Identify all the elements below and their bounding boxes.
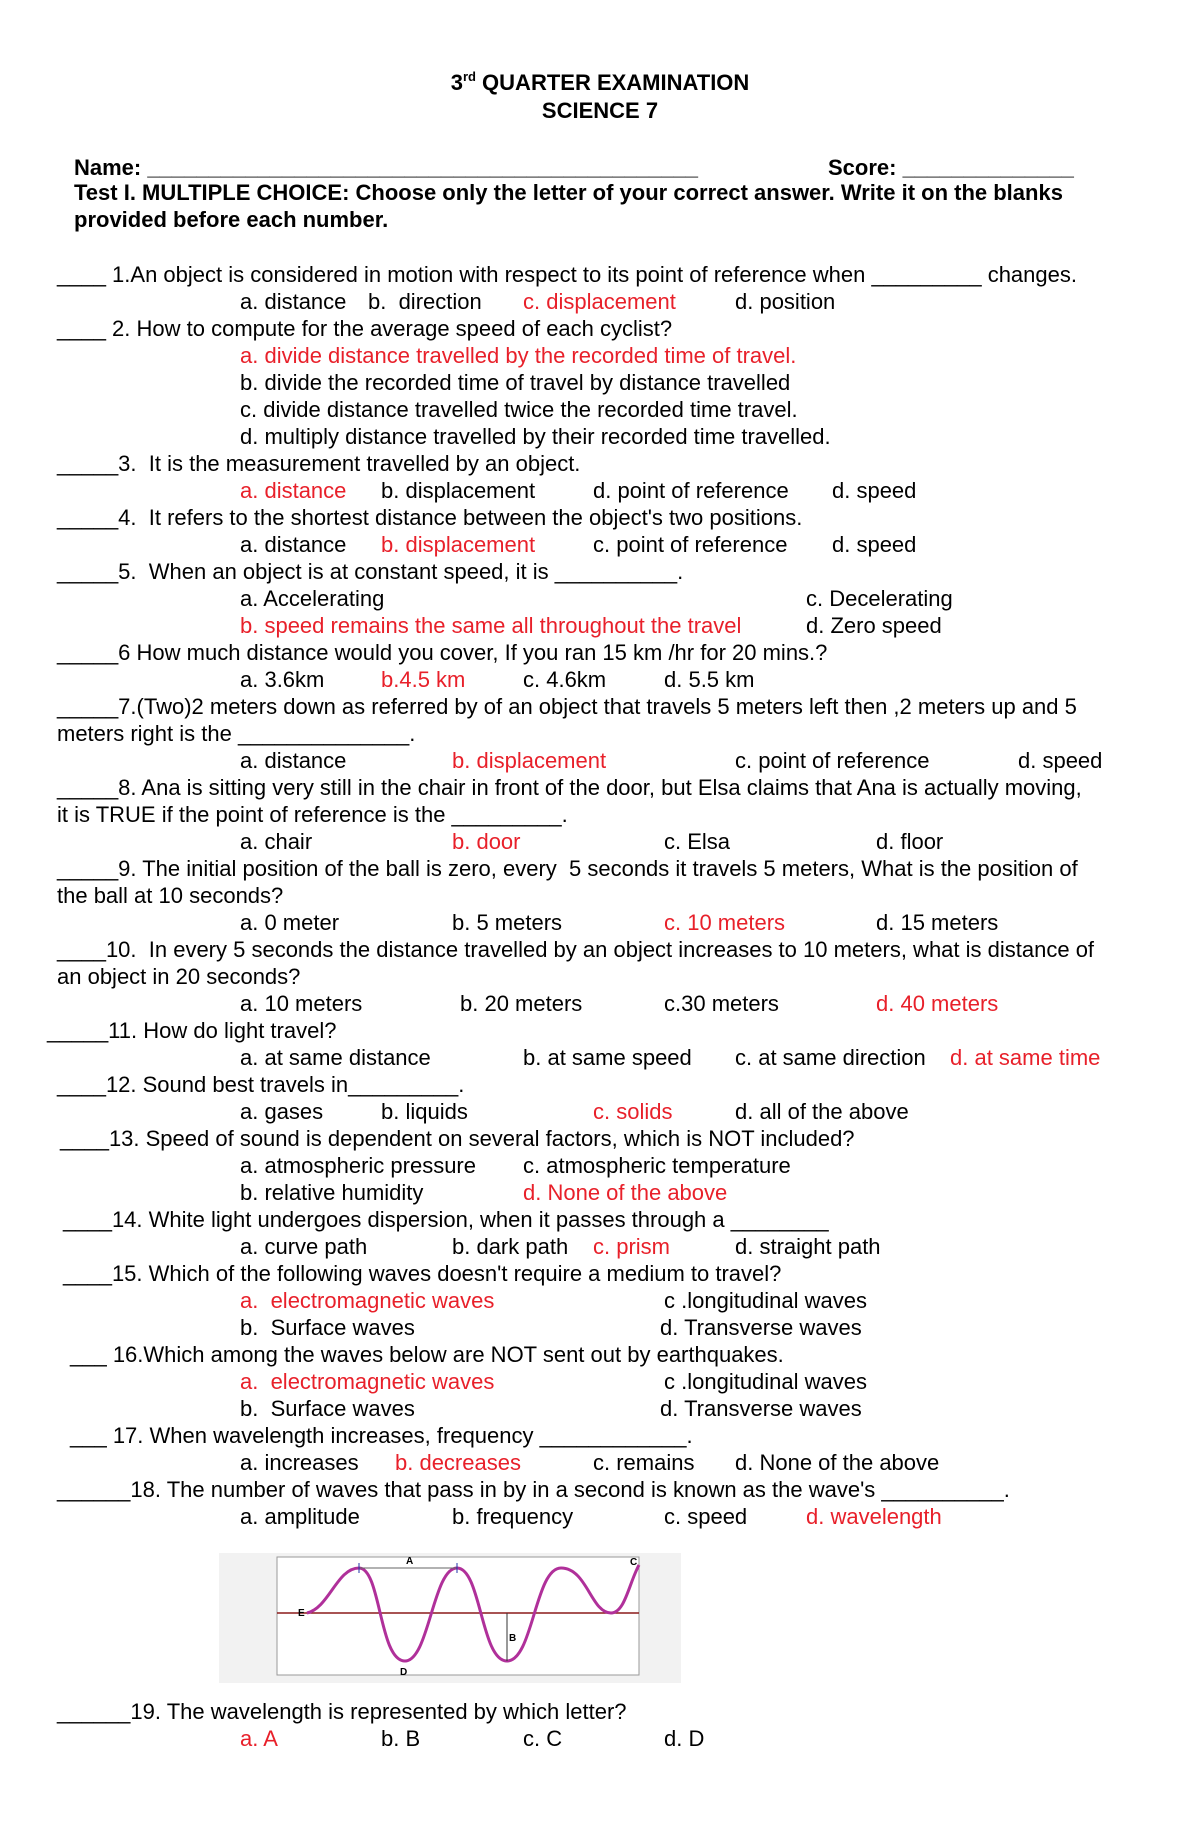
q8-choice-d: d. floor (876, 829, 944, 854)
label-b: B (509, 1633, 517, 1644)
q4-choice-a: a. distance (240, 532, 347, 557)
q15-choice-b: b. Surface waves (240, 1315, 415, 1340)
exam-title: 3rd QUARTER EXAMINATION (450, 69, 750, 95)
q12-choice-a: a. gases (240, 1099, 324, 1124)
question-9: _____9. The initial position of the ball is zero, every 5 seconds it travels 5 meters, What is the position of (57, 856, 1078, 881)
q13-choice-b: b. relative humidity (240, 1180, 424, 1205)
q6-choice-a: a. 3.6km (240, 667, 325, 692)
q2-choice-b: b. divide the recorded time of travel by distance travelled (240, 370, 791, 395)
question-18: ______18. The number of waves that pass in by in a second is known as the wave's __________. (57, 1477, 1010, 1502)
q12-choice-d: d. all of the above (735, 1099, 909, 1124)
q1-choice-b: b. direction (368, 289, 482, 314)
q19-choice-c: c. C (523, 1726, 563, 1751)
q8-choice-b: b. door (452, 829, 521, 854)
question-2: ____ 2. How to compute for the average speed of each cyclist? (57, 316, 673, 341)
q15-choice-c: c .longitudinal waves (664, 1288, 868, 1313)
q7-choice-c: c. point of reference (735, 748, 930, 773)
q6-choice-d: d. 5.5 km (664, 667, 755, 692)
subject-title: SCIENCE 7 (541, 98, 659, 123)
q3-choice-c: d. point of reference (593, 478, 789, 503)
q7-choice-d: d. speed (1018, 748, 1103, 773)
q10-choice-c: c.30 meters (664, 991, 779, 1016)
q16-choice-a: a. electromagnetic waves (240, 1369, 495, 1394)
q4-choice-d: d. speed (832, 532, 917, 557)
q11-choice-c: c. at same direction (735, 1045, 926, 1070)
q15-choice-a: a. electromagnetic waves (240, 1288, 495, 1313)
q11-choice-a: a. at same distance (240, 1045, 431, 1070)
q8-choice-c: c. Elsa (664, 829, 731, 854)
q9-choice-b: b. 5 meters (452, 910, 563, 935)
q5-choice-c: c. Decelerating (806, 586, 953, 611)
label-d: D (400, 1667, 408, 1678)
question-7-cont: meters right is the ______________. (57, 721, 416, 746)
q14-choice-a: a. curve path (240, 1234, 368, 1259)
q4-choice-b: b. displacement (381, 532, 536, 557)
q3-choice-b: b. displacement (381, 478, 536, 503)
q14-choice-b: b. dark path (452, 1234, 569, 1259)
q17-choice-b: b. decreases (395, 1450, 521, 1475)
q17-choice-a: a. increases (240, 1450, 359, 1475)
question-19: ______19. The wavelength is represented by which letter? (57, 1699, 627, 1724)
question-8-cont: it is TRUE if the point of reference is the _________. (57, 802, 568, 827)
q8-choice-a: a. chair (240, 829, 313, 854)
q19-choice-b: b. B (381, 1726, 421, 1751)
q14-choice-d: d. straight path (735, 1234, 881, 1259)
q12-choice-b: b. liquids (381, 1099, 468, 1124)
q1-choice-c: c. displacement (523, 289, 676, 314)
wave-diagram (219, 1553, 681, 1683)
q14-choice-c: c. prism (593, 1234, 670, 1259)
q12-choice-c: c. solids (593, 1099, 673, 1124)
q18-choice-b: b. frequency (452, 1504, 574, 1529)
q5-choice-b: b. speed remains the same all throughout the travel (240, 613, 742, 638)
q16-choice-c: c .longitudinal waves (664, 1369, 868, 1394)
question-10-cont: an object in 20 seconds? (57, 964, 301, 989)
question-8: _____8. Ana is sitting very still in the chair in front of the door, but Elsa claims that Ana is actually moving, (57, 775, 1082, 800)
label-c: C (630, 1557, 638, 1568)
question-12: ____12. Sound best travels in_________. (57, 1072, 465, 1097)
question-14: ____14. White light undergoes dispersion, when it passes through a ________ (63, 1207, 829, 1232)
q16-choice-b: b. Surface waves (240, 1396, 415, 1421)
q10-choice-b: b. 20 meters (460, 991, 583, 1016)
q17-choice-c: c. remains (593, 1450, 695, 1475)
question-15: ____15. Which of the following waves doesn't require a medium to travel? (63, 1261, 782, 1286)
q18-choice-a: a. amplitude (240, 1504, 360, 1529)
q10-choice-d: d. 40 meters (876, 991, 999, 1016)
label-a: A (406, 1556, 414, 1567)
score-field: Score: ______________ (828, 155, 1074, 180)
q2-choice-a: a. divide distance travelled by the recorded time of travel. (240, 343, 797, 368)
name-field: Name: _____________________________________________ (74, 155, 698, 180)
question-4: _____4. It refers to the shortest distance between the object's two positions. (57, 505, 803, 530)
q17-choice-d: d. None of the above (735, 1450, 940, 1475)
question-5: _____5. When an object is at constant speed, it is __________. (57, 559, 684, 584)
q10-choice-a: a. 10 meters (240, 991, 363, 1016)
question-13: ____13. Speed of sound is dependent on several factors, which is NOT included? (60, 1126, 855, 1151)
q5-choice-a: a. Accelerating (240, 586, 385, 611)
question-10: ____10. In every 5 seconds the distance travelled by an object increases to 10 meters, what is distance of (57, 937, 1095, 962)
q5-choice-d: d. Zero speed (806, 613, 942, 638)
q3-choice-d: d. speed (832, 478, 917, 503)
question-3: _____3. It is the measurement travelled by an object. (57, 451, 581, 476)
q19-choice-d: d. D (664, 1726, 705, 1751)
q19-choice-a: a. A (240, 1726, 278, 1751)
q1-choice-d: d. position (735, 289, 836, 314)
q16-choice-d: d. Transverse waves (660, 1396, 862, 1421)
question-17: ___ 17. When wavelength increases, frequency ____________. (70, 1423, 693, 1448)
question-16: ___ 16.Which among the waves below are NOT sent out by earthquakes. (70, 1342, 784, 1367)
q18-choice-d: d. wavelength (806, 1504, 942, 1529)
wave-frame (277, 1557, 639, 1675)
q2-choice-c: c. divide distance travelled twice the recorded time travel. (240, 397, 798, 422)
question-9-cont: the ball at 10 seconds? (57, 883, 284, 908)
q18-choice-c: c. speed (664, 1504, 748, 1529)
q3-choice-a: a. distance (240, 478, 347, 503)
q4-choice-c: c. point of reference (593, 532, 788, 557)
q15-choice-d: d. Transverse waves (660, 1315, 862, 1340)
q11-choice-b: b. at same speed (523, 1045, 692, 1070)
q6-choice-c: c. 4.6km (523, 667, 607, 692)
q2-choice-d: d. multiply distance travelled by their recorded time travelled. (240, 424, 831, 449)
q13-choice-d: d. None of the above (523, 1180, 728, 1205)
wave-diagram-svg (219, 1553, 681, 1683)
q11-choice-d: d. at same time (950, 1045, 1101, 1070)
question-11: _____11. How do light travel? (47, 1018, 337, 1043)
q1-choice-a: a. distance (240, 289, 347, 314)
q13-choice-c: c. atmospheric temperature (523, 1153, 791, 1178)
label-e: E (298, 1608, 305, 1619)
q6-choice-b: b.4.5 km (381, 667, 466, 692)
q13-choice-a: a. atmospheric pressure (240, 1153, 476, 1178)
q7-choice-b: b. displacement (452, 748, 607, 773)
q9-choice-c: c. 10 meters (664, 910, 786, 935)
q7-choice-a: a. distance (240, 748, 347, 773)
question-1: ____ 1.An object is considered in motion with respect to its point of reference when _________ changes. (57, 262, 1077, 287)
q9-choice-a: a. 0 meter (240, 910, 340, 935)
question-7: _____7.(Two)2 meters down as referred by of an object that travels 5 meters left then ,2 meters up and 5 (57, 694, 1077, 719)
question-6: _____6 How much distance would you cover, If you ran 15 km /hr for 20 mins.? (57, 640, 828, 665)
instructions-line-2: provided before each number. (74, 207, 389, 232)
instructions-line-1: Test I. MULTIPLE CHOICE: Choose only the letter of your correct answer. Write it on the blanks (74, 180, 1063, 205)
q9-choice-d: d. 15 meters (876, 910, 999, 935)
